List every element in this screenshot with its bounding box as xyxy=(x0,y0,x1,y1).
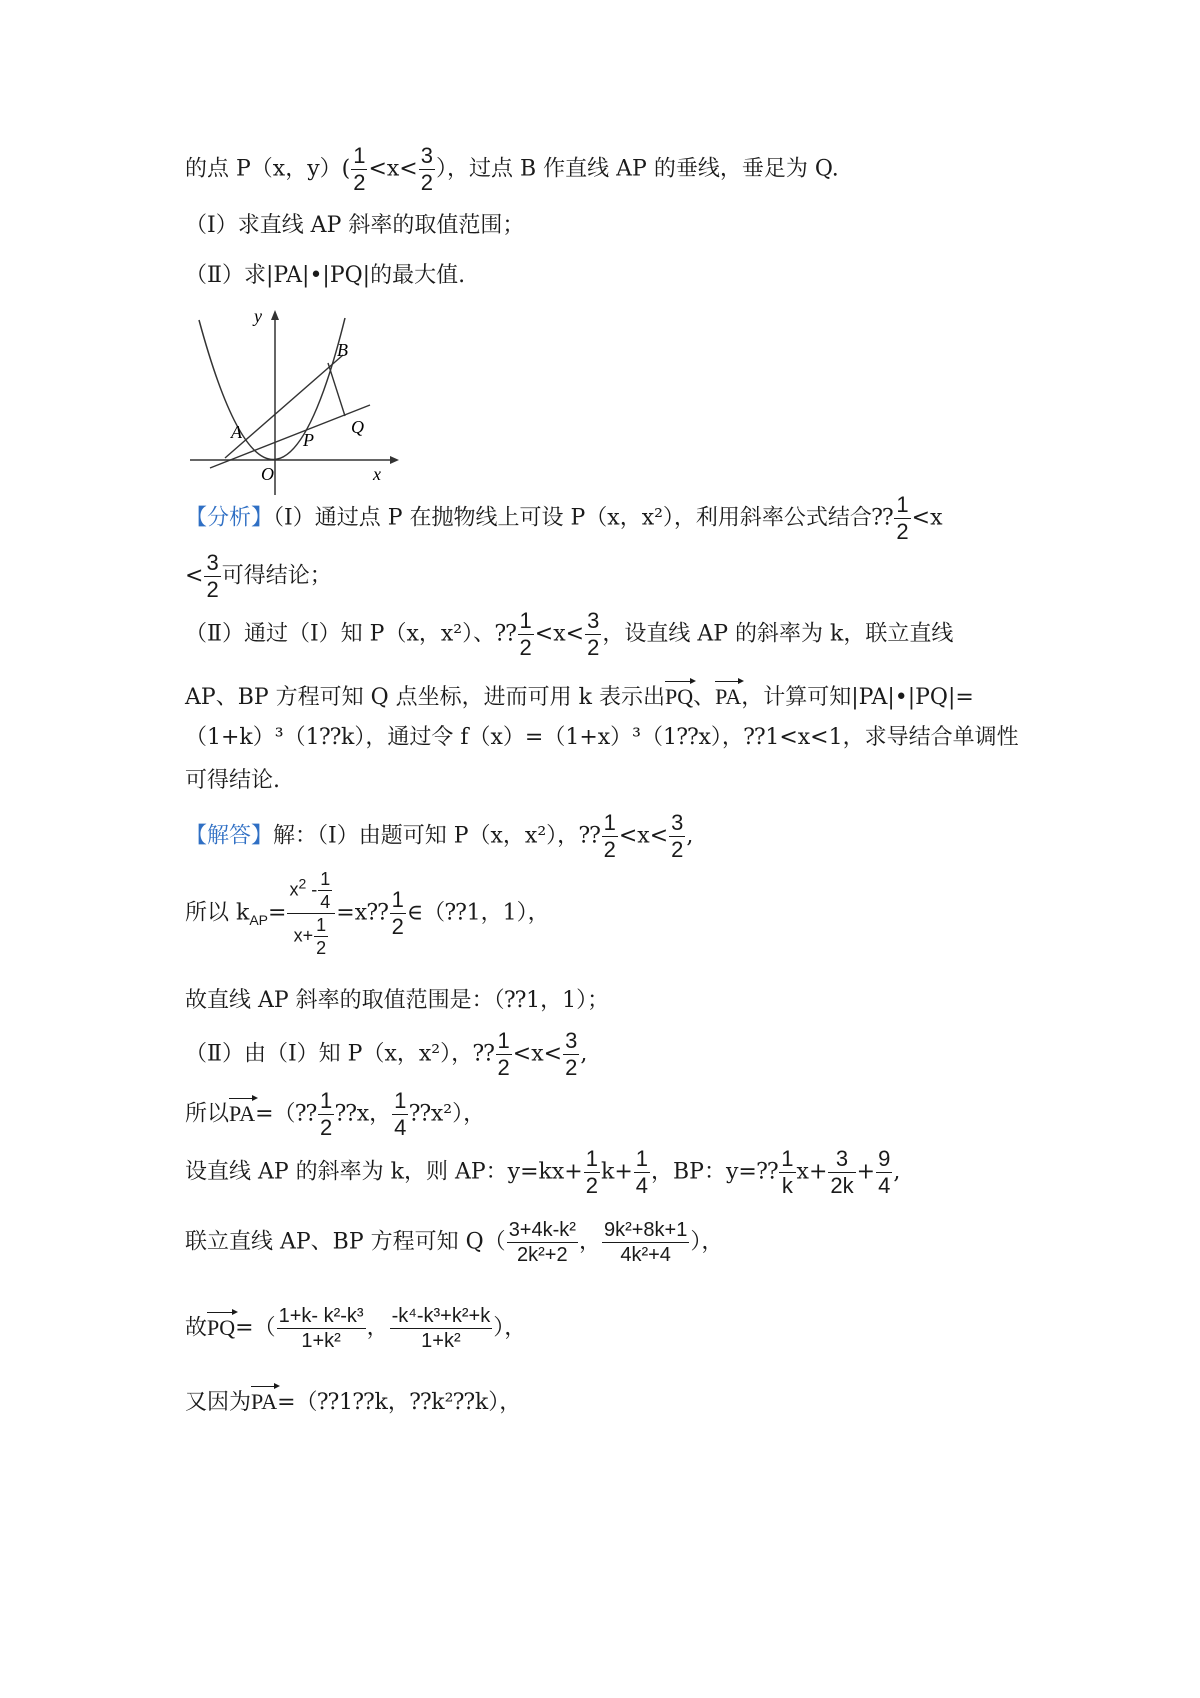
text: <x< xyxy=(534,621,585,647)
text: ，BP：y=⁇ xyxy=(651,1159,779,1185)
text: x xyxy=(289,879,299,900)
numerator: 1 xyxy=(603,810,616,835)
denominator: 1+k² xyxy=(421,1330,461,1352)
solution-line-3: 故直线 AP 斜率的取值范围是：（⁇1，1）； xyxy=(185,988,610,1013)
numerator: 1 xyxy=(353,143,366,168)
text: <x xyxy=(911,505,943,531)
numerator: 1+k- k²-k³ xyxy=(278,1305,364,1327)
numerator: 3 xyxy=(206,550,219,575)
denominator: 2k xyxy=(830,1173,854,1198)
denominator: 4 xyxy=(320,892,331,912)
text: < xyxy=(185,563,204,589)
fraction xyxy=(669,812,685,861)
fraction xyxy=(563,1030,579,1079)
text: AP、BP 方程可知 Q 点坐标，进而可用 k 表示出 xyxy=(185,685,665,710)
solution-line-8 xyxy=(185,1306,526,1351)
origin-label: O xyxy=(261,464,274,484)
solution-line-5 xyxy=(185,1090,485,1139)
fraction xyxy=(496,1030,512,1079)
fraction xyxy=(277,1306,366,1351)
numerator: 1 xyxy=(320,1088,333,1113)
text: ）， xyxy=(690,1229,724,1255)
x-axis-arrow xyxy=(390,456,399,464)
text: , xyxy=(580,1041,588,1067)
numerator: 3 xyxy=(587,608,600,633)
denominator: 2 xyxy=(603,837,616,862)
numerator: 3 xyxy=(565,1028,578,1053)
text: ），过点 B 作直线 AP 的垂线，垂足为 Q. xyxy=(436,156,839,182)
solution-line-1 xyxy=(185,812,693,861)
x-label: x xyxy=(373,464,381,484)
subscript: AP xyxy=(249,911,269,928)
fraction xyxy=(876,1148,892,1197)
numerator: 9 xyxy=(878,1146,891,1171)
fraction xyxy=(634,1148,650,1197)
text: ，计算可知|PA|•|PQ|= xyxy=(741,685,974,710)
denominator: 4 xyxy=(394,1115,407,1140)
text: ， xyxy=(366,1315,389,1341)
text: - xyxy=(306,879,318,900)
text: 所以 k xyxy=(185,900,250,926)
denominator: 4k²+4 xyxy=(620,1244,671,1266)
numerator: 1 xyxy=(781,1146,794,1171)
denominator: 2 xyxy=(320,1115,333,1140)
numerator: 1 xyxy=(394,1088,407,1113)
text: ， xyxy=(578,1229,601,1255)
numerator: 3 xyxy=(828,1148,855,1173)
big-fraction xyxy=(287,870,335,957)
text: k+ xyxy=(600,1159,633,1185)
line-ab xyxy=(225,355,343,458)
text: 解：（Ⅰ）由题可知 P（x，x²），⁇ xyxy=(273,823,601,849)
analysis-line-1 xyxy=(185,494,942,543)
analysis-line-2 xyxy=(185,552,332,601)
denominator: 2 xyxy=(353,170,366,195)
denominator: 2 xyxy=(587,635,600,660)
vector-pa: PA xyxy=(715,680,741,708)
text: <x< xyxy=(618,823,669,849)
line-bq xyxy=(328,363,345,416)
analysis-line-4 xyxy=(185,680,974,709)
numerator: 1 xyxy=(316,915,327,935)
text: （Ⅱ）由（I）知 P（x，x²），⁇ xyxy=(185,1041,495,1067)
denominator: 4 xyxy=(635,1173,648,1198)
text: ，设直线 AP 的斜率为 k，联立直线 xyxy=(602,621,954,647)
vector-pq: PQ xyxy=(207,1311,235,1339)
numerator: 1 xyxy=(896,492,909,517)
text: =x⁇ xyxy=(336,900,389,926)
denominator: 2 xyxy=(316,938,327,958)
numerator: 3 xyxy=(420,143,433,168)
fraction xyxy=(518,610,534,659)
denominator: 2 xyxy=(585,1173,598,1198)
numerator: 1 xyxy=(391,887,404,912)
analysis-line-5: （1+k）³（1⁇k），通过令 f（x）=（1+x）³（1⁇x），⁇1<x<1，求导结合单调性 xyxy=(185,725,1019,750)
text: x+ xyxy=(293,925,314,946)
y-label: y xyxy=(254,310,262,326)
analysis-line-3 xyxy=(185,610,953,659)
text: 联立直线 AP、BP 方程可知 Q（ xyxy=(185,1229,506,1255)
text: , xyxy=(893,1159,901,1185)
numerator: -k⁴-k³+k²+k xyxy=(391,1305,491,1327)
text: 、 xyxy=(693,685,716,710)
text: = xyxy=(268,900,287,926)
solution-tag: 【解答】 xyxy=(185,823,274,849)
denominator: 2 xyxy=(519,635,532,660)
solution-line-2 xyxy=(185,870,550,957)
denominator: 2k²+2 xyxy=(517,1244,568,1266)
numerator: 1 xyxy=(320,869,331,889)
parabola-figure xyxy=(185,310,405,506)
point-p-label: P xyxy=(303,430,314,450)
denominator: 2 xyxy=(206,577,219,602)
fraction xyxy=(585,610,601,659)
text: 又因为 xyxy=(185,1390,252,1415)
denominator: 2 xyxy=(565,1055,578,1080)
text: （Ⅱ）通过（I）知 P（x，x²）、⁇ xyxy=(185,621,517,647)
text: （Ⅰ）通过点 P 在抛物线上可设 P（x，x²），利用斜率公式结合⁇ xyxy=(273,505,894,531)
text: x+ xyxy=(796,1159,828,1185)
text: , xyxy=(686,823,694,849)
solution-line-9 xyxy=(185,1385,521,1414)
text: 所以 xyxy=(185,1101,230,1127)
numerator xyxy=(287,870,335,914)
fraction xyxy=(318,1090,334,1139)
analysis-tag: 【分析】 xyxy=(185,505,274,531)
solution-line-4 xyxy=(185,1030,587,1079)
numerator: 1 xyxy=(497,1028,510,1053)
numerator: 1 xyxy=(635,1146,648,1171)
text: <x< xyxy=(512,1041,563,1067)
figure-svg xyxy=(185,310,405,500)
numerator: 9k²+8k+1 xyxy=(603,1219,688,1241)
denominator: 2 xyxy=(671,837,684,862)
denominator xyxy=(287,914,335,957)
fraction xyxy=(507,1220,578,1265)
point-q-label: Q xyxy=(351,417,364,437)
denominator: 2 xyxy=(420,170,433,195)
fraction xyxy=(392,1090,408,1139)
solution-line-7 xyxy=(185,1220,723,1265)
text: ∈（⁇1，1）， xyxy=(406,900,550,926)
y-axis-arrow xyxy=(271,310,279,320)
fraction xyxy=(419,145,435,194)
denominator: 2 xyxy=(497,1055,510,1080)
fraction xyxy=(390,889,406,938)
text: 可得结论； xyxy=(221,563,332,589)
vector-pa: PA xyxy=(229,1097,255,1125)
denominator: k xyxy=(781,1173,793,1198)
analysis-line-6: 可得结论. xyxy=(185,768,280,793)
text: ）， xyxy=(493,1315,527,1341)
text: =（⁇1⁇k，⁇k²⁇k）， xyxy=(277,1390,522,1415)
denominator: 1+k² xyxy=(301,1330,341,1352)
text: 故 xyxy=(185,1315,208,1341)
numerator: 1 xyxy=(519,608,532,633)
point-b-label: B xyxy=(337,340,348,360)
denominator: 2 xyxy=(896,519,909,544)
fraction xyxy=(779,1148,795,1197)
text: + xyxy=(856,1159,876,1185)
fraction xyxy=(318,870,332,911)
fraction xyxy=(602,1220,689,1265)
question-1: （Ⅰ）求直线 AP 斜率的取值范围； xyxy=(185,213,525,238)
fraction xyxy=(894,494,910,543)
text: ⁇x²）， xyxy=(409,1101,486,1127)
fraction xyxy=(314,916,328,957)
parabola-curve xyxy=(199,318,345,460)
denominator: 2 xyxy=(391,914,404,939)
point-a-label: A xyxy=(231,422,242,442)
numerator: 3+4k-k² xyxy=(508,1219,576,1241)
text: 的点 P（x，y）( xyxy=(185,156,351,182)
text: =（ xyxy=(235,1315,276,1341)
question-2: （Ⅱ）求|PA|•|PQ|的最大值. xyxy=(185,263,466,288)
problem-line-1 xyxy=(185,145,839,194)
text: 设直线 AP 的斜率为 k，则 AP：y=kx+ xyxy=(185,1159,583,1185)
denominator: 4 xyxy=(878,1173,891,1198)
text: <x< xyxy=(368,156,418,182)
fraction xyxy=(584,1148,600,1197)
numerator: 3 xyxy=(671,810,684,835)
solution-line-6 xyxy=(185,1148,900,1197)
numerator: 1 xyxy=(585,1146,598,1171)
text: =（⁇ xyxy=(255,1101,318,1127)
vector-pq: PQ xyxy=(665,680,693,708)
text: ⁇x， xyxy=(335,1101,392,1127)
fraction xyxy=(204,552,220,601)
vector-pa: PA xyxy=(251,1385,277,1413)
sup: 2 xyxy=(298,875,307,892)
fraction xyxy=(351,145,367,194)
fraction xyxy=(828,1148,855,1197)
fraction xyxy=(390,1306,493,1351)
fraction xyxy=(602,812,618,861)
